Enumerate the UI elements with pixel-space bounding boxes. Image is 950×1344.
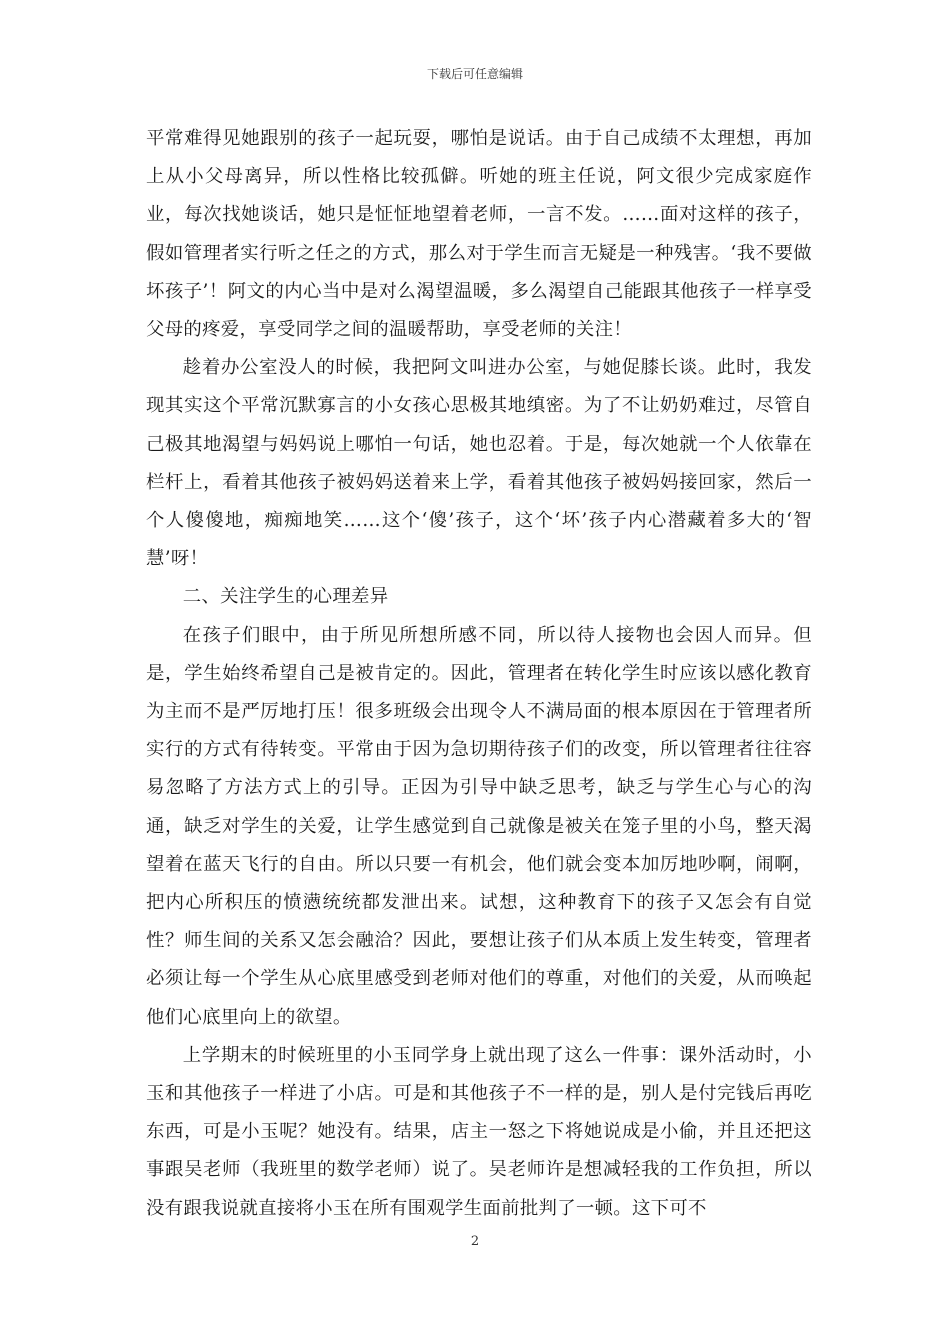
document-body bbox=[146, 120, 812, 1228]
page-header: 下载后可任意编辑 bbox=[426, 67, 523, 81]
body-paragraph: 在孩子们眼中，由于所见所想所感不同，所以待人接物也会因人而异。但是，学生始终希望自己是被肯定的。因此，管理者在转化学生时应该以感化教育为主而不是严厉地打压！很多班级会出现令人不满局面的根本原因在于管理者所实行的方式有待转变。平常由于因为急切期待孩子们的改变，所以管理者往往容易忽略了方法方式上的引导。正因为引导中缺乏思考，缺乏与学生心与心的沟通，缺乏对学生的关爱，让学生感觉到自己就像是被关在笼子里的小鸟，整天渴望着在蓝天飞行的自由。所以只要一有机会，他们就会变本加厉地吵啊，闹啊，把内心所积压的愤懑统统都发泄出来。试想，这种教育下的孩子又怎会有自觉性？师生间的关系又怎会融洽？因此，要想让孩子们从本质上发生转变，管理者必须让每一个学生从心底里感受到老师对他们的尊重，对他们的关爱，从而唤起他们心底里向上的欲望。 bbox=[146, 624, 812, 1028]
body-paragraph: 上学期末的时候班里的小玉同学身上就出现了这么一件事：课外活动时，小玉和其他孩子一样进了小店。可是和其他孩子不一样的是，别人是付完钱后再吃东西，可是小玉呢？她没有。结果，店主一怒之下将她说成是小偷，并且还把这事跟吴老师（我班里的数学老师）说了。吴老师许是想减轻我的工作负担，所以没有跟我说就直接将小玉在所有围观学生面前批判了一顿。这下可不 bbox=[146, 1044, 812, 1219]
page-number: 2 bbox=[470, 1234, 480, 1249]
body-paragraph: 趁着办公室没人的时候，我把阿文叫进办公室，与她促膝长谈。此时，我发现其实这个平常沉默寡言的小女孩心思极其地缜密。为了不让奶奶难过，尽管自己极其地渴望与妈妈说上哪怕一句话，她也忍着。于是，每次她就一个人依靠在栏杆上，看着其他孩子被妈妈送着来上学，看着其他孩子被妈妈接回家，然后一个人傻傻地，痴痴地笑……这个‘傻’孩子，这个‘坏’孩子内心潜藏着多大的‘智慧’呀！ bbox=[146, 357, 812, 570]
section-heading: 二、关注学生的心理差异 bbox=[182, 586, 389, 608]
body-paragraph: 平常难得见她跟别的孩子一起玩耍，哪怕是说话。由于自己成绩不太理想，再加上从小父母离异，所以性格比较孤僻。听她的班主任说，阿文很少完成家庭作业，每次找她谈话，她只是怔怔地望着老师，一言不发。……面对这样的孩子，假如管理者实行听之任之的方式，那么对于学生而言无疑是一种残害。‘我不要做坏孩子’！阿文的内心当中是对么渴望温暖，多么渴望自己能跟其他孩子一样享受父母的疼爱，享受同学之间的温暖帮助，享受老师的关注！ bbox=[146, 128, 812, 341]
